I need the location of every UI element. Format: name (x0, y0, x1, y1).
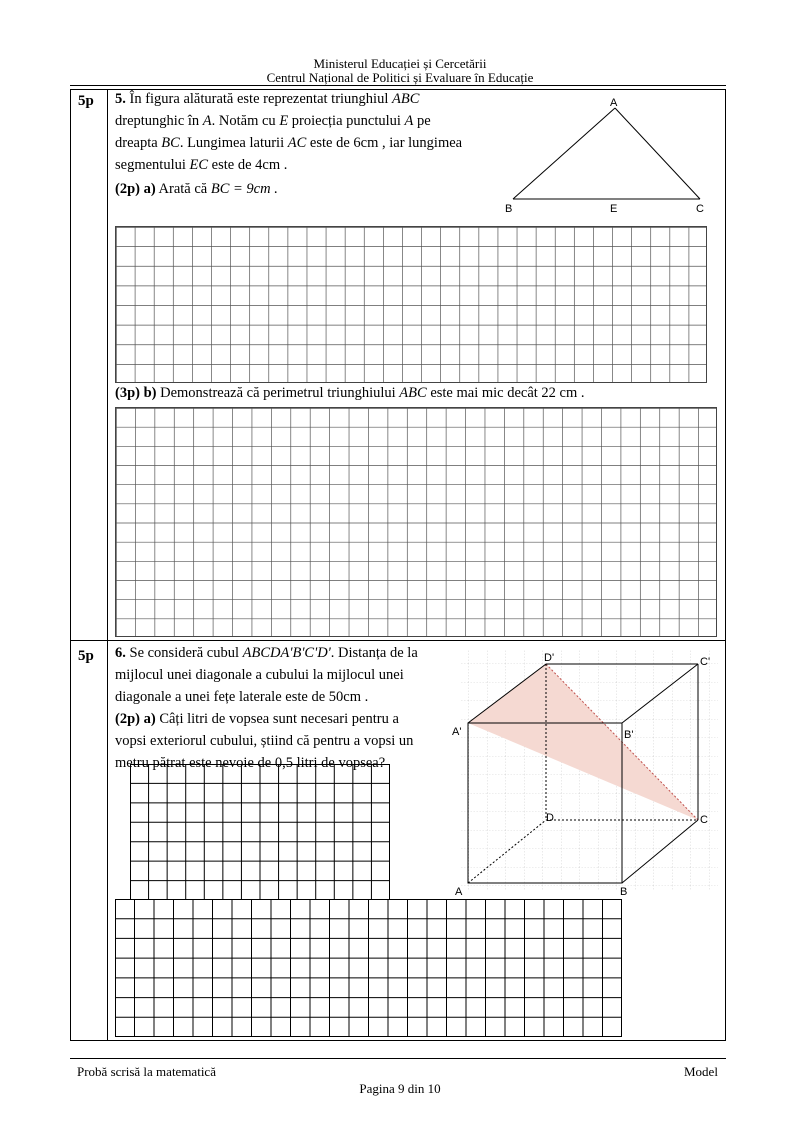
p6-l1: Se consideră cubul (129, 645, 240, 661)
table-right-border (725, 89, 726, 1041)
p5-b-abc: ABC (399, 385, 427, 401)
p5-var-a2: A (404, 113, 414, 129)
problem5-number: 5. (115, 91, 126, 107)
p5-var-ec: EC (189, 157, 209, 173)
p5-s9: segmentului (115, 157, 186, 173)
answer-grid-5a[interactable] (115, 226, 707, 383)
label-e: E (610, 203, 618, 215)
p5-s7: . Lungimea laturii (179, 135, 285, 151)
side-ab (513, 108, 615, 199)
footer-rule (70, 1058, 726, 1059)
p5-var-abc: ABC (392, 91, 420, 107)
p5-a-prefix: (2p) a) (115, 181, 156, 197)
problem5-statement (115, 88, 495, 176)
label-b: B (505, 203, 513, 215)
p6-a-prefix: (2p) a) (115, 711, 156, 727)
p5-s6: dreapta (115, 135, 158, 151)
table-row-divider (70, 640, 726, 641)
p5-b-tail: este mai mic decât 22 cm . (430, 385, 585, 401)
p5-var-bc: BC (161, 135, 180, 151)
footer-right: Model (684, 1064, 718, 1079)
p5-s5: pe (417, 113, 431, 129)
cube-label-c: C (700, 814, 708, 826)
cube-label-d1: D' (544, 652, 555, 664)
p6-cube: ABCDA'B'C'D' (242, 645, 331, 661)
problem6-number: 6. (115, 645, 126, 661)
cube-figure (450, 645, 722, 900)
label-c: C (696, 203, 704, 215)
p5-a-formula: BC = 9cm . (210, 181, 278, 197)
table-col-divider (107, 89, 108, 1041)
cube-label-a1: A' (452, 726, 462, 738)
p5-s1: În figura alăturată este reprezentat triunghiul (129, 91, 389, 107)
cube-label-c1: C' (700, 656, 711, 668)
p6-a-l1: Câți litri de vopsea sunt necesari pentru a (159, 711, 399, 727)
header-rule (70, 85, 726, 86)
table-left-border (70, 89, 71, 1041)
cube-label-b: B (620, 886, 628, 898)
side-ac (615, 108, 700, 199)
p6-a-l3: metru pătrat este nevoie de 0,5 litri de vopsea? (115, 755, 386, 771)
answer-grid-6a-lower[interactable] (115, 899, 622, 1037)
problem6-statement (115, 642, 445, 774)
footer-left: Probă scrisă la matematică (77, 1064, 216, 1079)
p5-s4: proiecția punctului (291, 113, 401, 129)
p5-b-text: Demonstrează că perimetrul triunghiului (160, 385, 396, 401)
header-center: Centrul Național de Politici și Evaluare în Educație (266, 70, 534, 85)
problem5-part-b (115, 382, 585, 404)
problem6-points: 5p (78, 648, 94, 664)
triangle-figure (495, 92, 720, 217)
cube-label-d: D (546, 812, 554, 824)
p5-b-prefix: (3p) b) (115, 385, 157, 401)
p5-s3: . Notăm cu (211, 113, 276, 129)
p5-s10: este de 4cm . (211, 157, 288, 173)
p5-var-e: E (279, 113, 289, 129)
label-a: A (610, 97, 618, 109)
p6-l3: diagonale a unei fețe laterale este de 50cm . (115, 689, 369, 705)
p6-l1b: . Distanța de la (330, 645, 418, 661)
p5-var-a: A (202, 113, 212, 129)
p5-var-ac: AC (287, 135, 307, 151)
answer-grid-5b[interactable] (115, 407, 717, 637)
cube-label-b1: B' (624, 729, 634, 741)
p5-s8: este de 6cm , iar lungimea (309, 135, 463, 151)
p6-l2: mijlocul unei diagonale a cubului la mijlocul unei (115, 667, 404, 683)
footer-page: Pagina 9 din 10 (359, 1081, 441, 1096)
problem5-points: 5p (78, 93, 94, 109)
answer-grid-6a-upper[interactable] (130, 764, 390, 900)
p5-a-text: Arată că (158, 181, 208, 197)
problem5-part-a (115, 178, 278, 200)
header-ministry: Ministerul Educației și Cercetării (313, 56, 487, 71)
table-bottom-border (70, 1040, 726, 1041)
cube-label-a: A (455, 886, 463, 898)
p5-s2: dreptunghic în (115, 113, 200, 129)
p6-a-l2: vopsi exteriorul cubului, știind că pentru a vopsi un (115, 733, 414, 749)
